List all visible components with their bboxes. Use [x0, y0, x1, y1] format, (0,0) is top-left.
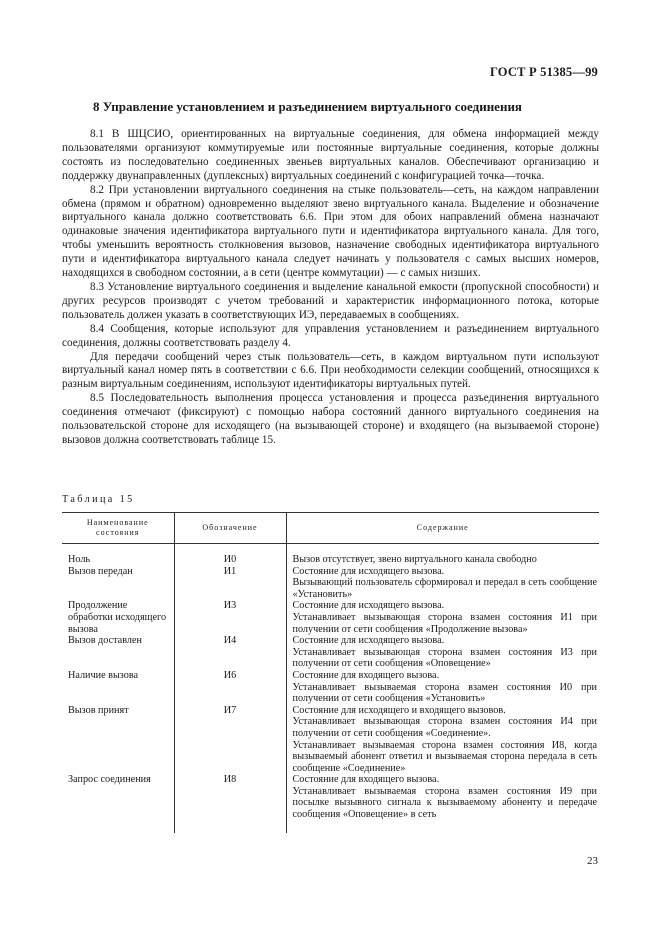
- standard-header: ГОСТ Р 51385—99: [489, 65, 598, 79]
- state-name: Вызов принят: [68, 704, 129, 716]
- state-code: И1: [174, 566, 286, 601]
- table-row: [62, 635, 599, 670]
- table-caption: Таблица 15: [62, 494, 135, 505]
- state-description: Вызов отсутствует, звено виртуального канала свободно: [286, 554, 599, 566]
- state-description: Состояние для входящего вызова. Устанавливает вызываемая сторона взамен состояния И9 при посылке вызывного сигнала к вызываемому абоненту и передаче сообщения «Оповещение» в сеть: [286, 774, 599, 832]
- paragraph-8-2: 8.2 При установлении виртуального соединения на стыке пользователь—сеть, на каждом направлении обмена (прямом и обратном) одновременно выделяют звено виртуального канала. Выделение и обозначение виртуального канала должно соответствовать 6.6. При этом для обоих направлений обмена назначают одинаковые значения идентификатора виртуального пути и идентификатора виртуального канала. Для того, чтобы уменьшить вероятность столкновения вызовов, назначение свободных идентификатора виртуального пути и идентификатора виртуального канала следует начинать у пользователя с самых высших номеров, находящихся в свободном состоянии, а в сети (центре коммутации) — с самых низших.: [62, 183, 599, 280]
- section-title: 8 Управление установлением и разъединением виртуального соединения: [93, 99, 522, 114]
- header-content: Содержание: [286, 513, 599, 544]
- table-row: [62, 600, 599, 635]
- state-code: И6: [174, 670, 286, 705]
- paragraph-8-3: 8.3 Установление виртуального соединения и выделение канальной емкости (пропускной способности) и других ресурсов производят с учетом требований и характеристик информационного потока, которые пользователь должен указать в соответствующих ИЭ, передаваемых в сообщениях.: [62, 280, 599, 321]
- state-description: Состояние для исходящего вызова. Устанавливает вызывающая сторона взамен состояния И1 при получении от сети сообщения «Продолжение вызова»: [286, 600, 599, 635]
- header-state-name: Наименование состояния: [62, 513, 174, 544]
- state-name: Вызов передан: [68, 565, 133, 577]
- table-row: [62, 554, 599, 566]
- header-code: Обозначение: [174, 513, 286, 544]
- state-code: И0: [174, 554, 286, 566]
- paragraph-8-4: 8.4 Сообщения, которые используют для управления установлением и разъединением виртуального соединения, должны соответствовать разделу 4.: [62, 322, 599, 349]
- state-code: И3: [174, 600, 286, 635]
- state-name: Вызов доставлен: [68, 635, 142, 647]
- section-body: [62, 128, 599, 448]
- state-code: И7: [174, 705, 286, 775]
- paragraph-8-4-cont: Для передачи сообщений через стык пользователь—сеть, в каждом виртуальном пути используют виртуальный канал номер пять в соответствии с 6.6. При необходимости селекции сообщений, относящихся к разным виртуальным соединениям, используют идентификаторы виртуальных путей.: [62, 350, 599, 391]
- page-number: 23: [587, 855, 598, 867]
- table-header-row: [62, 513, 599, 544]
- state-description: Состояние для входящего вызова. Устанавливает вызываемая сторона взамен состояния И0 при получении от сети сообщения «Установить»: [286, 670, 599, 705]
- table-row: [62, 774, 599, 832]
- state-description: Состояние для исходящего вызова. Вызывающий пользователь сформировал и передал в сеть сообщение «Установить»: [286, 566, 599, 601]
- state-name: Наличие вызова: [68, 669, 139, 681]
- paragraph-8-1: 8.1 В ШЦСИО, ориентированных на виртуальные соединения, для обмена информацией между пользователями организуют коммутируемые или постоянные виртуальные соединения, которые должны состоять из последовательно соединенных звеньев виртуальных каналов. Обеспечивают организацию и поддержку двунаправленных (дуплексных) виртуальных соединений с конфигурацией точка—точка.: [62, 128, 599, 182]
- table-row: [62, 566, 599, 601]
- paragraph-8-5: 8.5 Последовательность выполнения процесса установления и процесса разъединения виртуального соединения отмечают (фиксируют) с помощью набора состояний данного виртуального соединения на пользовательской стороне для исходящего (на вызывающей стороне) и входящего (на вызываемой стороне) вызовов должна соответствовать таблице 15.: [62, 392, 599, 446]
- state-name: Запрос соединения: [68, 774, 151, 786]
- state-name: Ноль: [68, 554, 91, 565]
- state-name: Продолжение обработки исходящего вызова: [68, 600, 167, 635]
- state-code: И4: [174, 635, 286, 670]
- table-row: [62, 670, 599, 705]
- state-code: И8: [174, 774, 286, 832]
- state-description: Состояние для исходящего и входящего вызовов. Устанавливает вызывающая сторона взамен состояния И4 при получении от сети сообщения «Соединение». Устанавливает вызываемая сторона взамен состояния И8, когда вызываемый абонент ответил и вызываемая сторона передала в сеть сообщение «Соединение»: [286, 705, 599, 775]
- state-description: Состояние для исходящего вызова. Устанавливает вызывающая сторона взамен состояния И3 при получении от сети сообщения «Оповещение»: [286, 635, 599, 670]
- states-table: [62, 512, 599, 833]
- table-row: [62, 705, 599, 775]
